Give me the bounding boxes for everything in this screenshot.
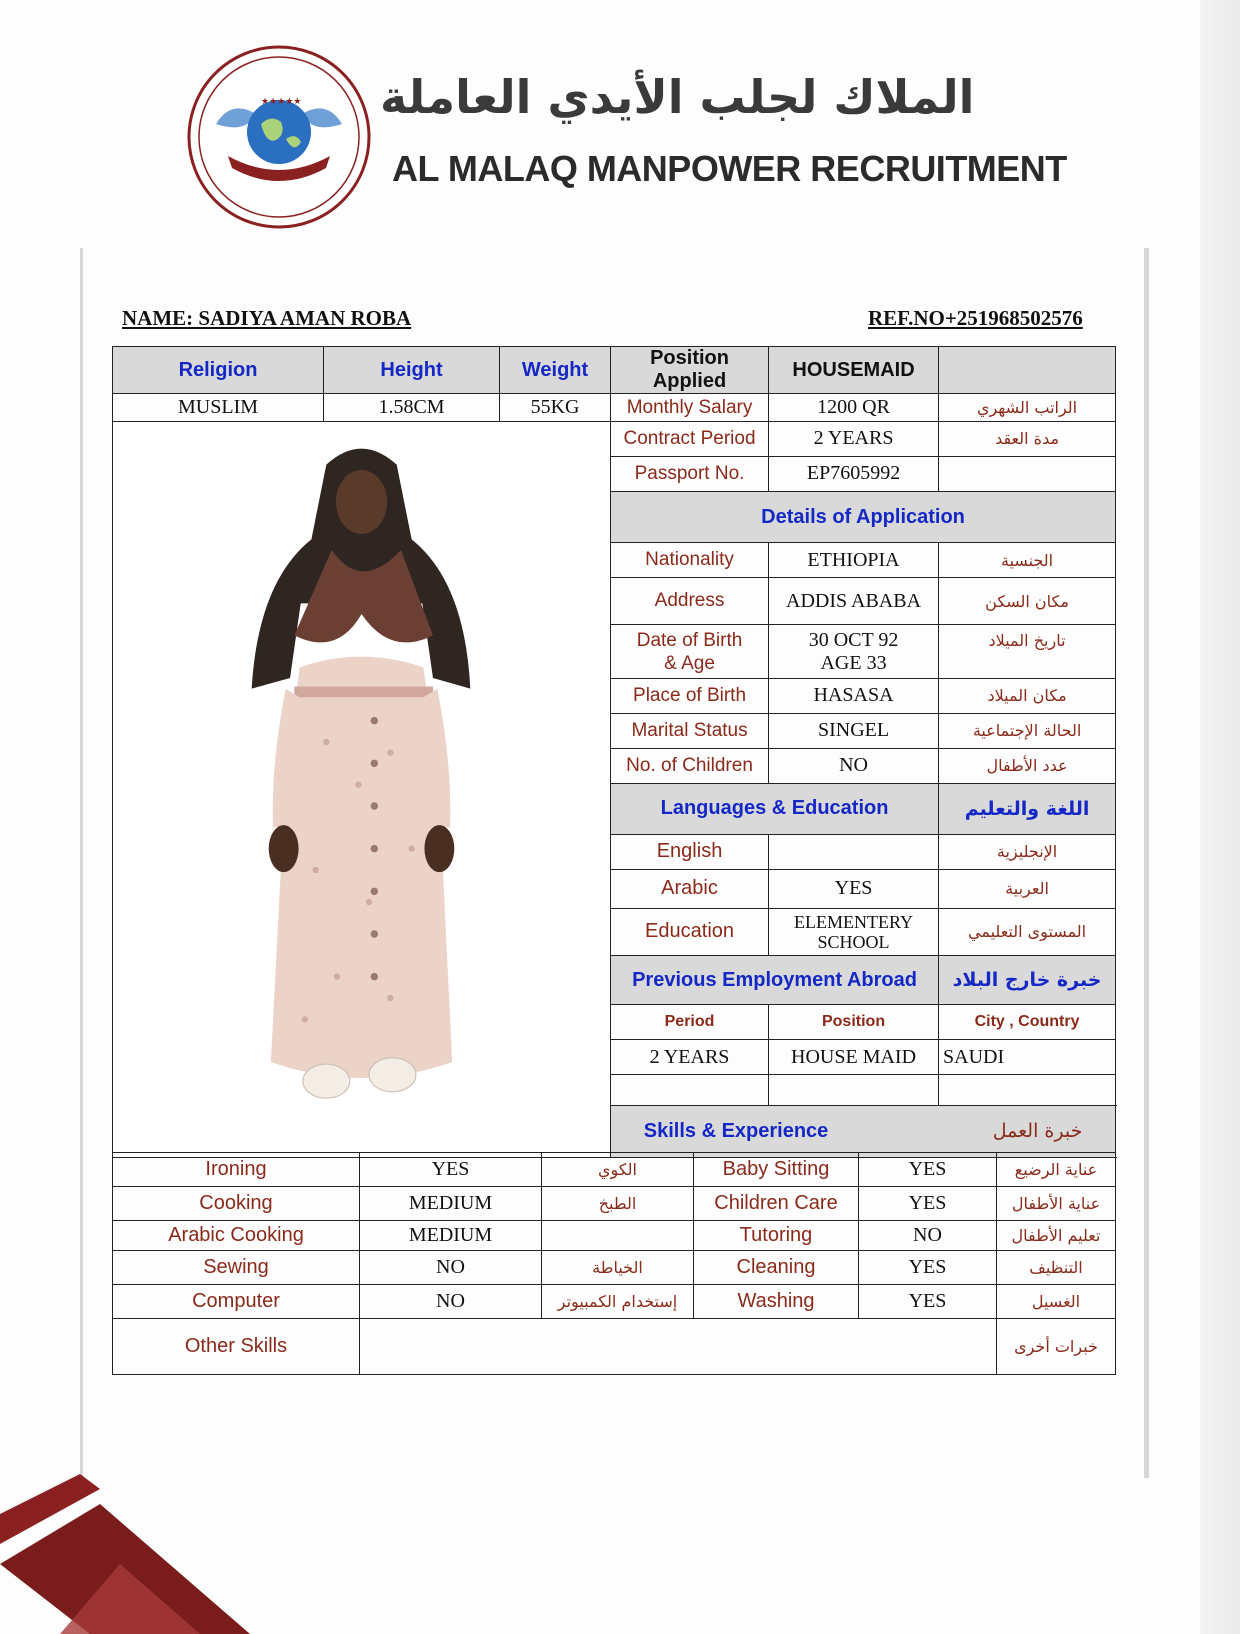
skill-left-value: MEDIUM bbox=[360, 1221, 542, 1251]
weight-value: 55KG bbox=[500, 394, 611, 422]
contract-period-label: Contract Period bbox=[611, 422, 769, 457]
skill-right-label: Washing bbox=[694, 1285, 859, 1319]
top-values-row bbox=[113, 394, 1116, 422]
salary-value: 1200 QR bbox=[769, 394, 939, 422]
reference-number: REF.NO+251968502576 bbox=[868, 306, 1083, 330]
frame-left-line bbox=[80, 248, 83, 1478]
skill-right-ar: عناية الرضيع bbox=[997, 1153, 1116, 1187]
arabic-label: Arabic bbox=[611, 869, 769, 908]
skill-right-label: Children Care bbox=[694, 1187, 859, 1221]
skill-right-ar: عناية الأطفال bbox=[997, 1187, 1116, 1221]
arabic-value: YES bbox=[769, 869, 939, 908]
other-skills-ar: خبرات أخرى bbox=[997, 1319, 1116, 1375]
skill-right-value: YES bbox=[859, 1153, 997, 1187]
nationality-label: Nationality bbox=[611, 543, 769, 578]
contract-row bbox=[113, 422, 1116, 457]
frame-right-line bbox=[1144, 248, 1149, 1478]
height-value: 1.58CM bbox=[324, 394, 500, 422]
skills-row bbox=[113, 1187, 1116, 1221]
salary-label: Monthly Salary bbox=[611, 394, 769, 422]
skills-row bbox=[113, 1285, 1116, 1319]
candidate-name: NAME: SADIYA AMAN ROBA bbox=[122, 306, 412, 330]
address-value: ADDIS ABABA bbox=[769, 578, 939, 625]
education-label: Education bbox=[611, 908, 769, 955]
education-value-line2: SCHOOL bbox=[817, 931, 890, 952]
skill-left-ar: إستخدام الكمبيوتر bbox=[542, 1285, 694, 1319]
skill-right-value: YES bbox=[859, 1187, 997, 1221]
skills-row bbox=[113, 1221, 1116, 1251]
dob-label bbox=[611, 625, 769, 678]
skill-left-ar: الخياطة bbox=[542, 1251, 694, 1285]
education-value bbox=[769, 908, 939, 955]
skill-right-value: NO bbox=[859, 1221, 997, 1251]
employment-title-ar: خبرة خارج البلاد bbox=[939, 956, 1116, 1005]
skill-right-ar: تعليم الأطفال bbox=[997, 1221, 1116, 1251]
other-skills-value bbox=[360, 1319, 997, 1375]
skills-title-ar: خبرة العمل bbox=[992, 1119, 1083, 1142]
skill-left-label: Sewing bbox=[113, 1251, 360, 1285]
skills-table bbox=[112, 1152, 1116, 1375]
education-label-ar: المستوى التعليمي bbox=[939, 908, 1116, 955]
skill-right-ar: الغسيل bbox=[997, 1285, 1116, 1319]
height-header: Height bbox=[324, 347, 500, 394]
children-label-ar: عدد الأطفال bbox=[939, 748, 1116, 783]
skill-left-ar: الكوي bbox=[542, 1153, 694, 1187]
skills-title: Skills & Experience bbox=[643, 1119, 829, 1142]
employment-title: Previous Employment Abroad bbox=[611, 956, 939, 1005]
page-edge-shadow bbox=[1200, 0, 1240, 1634]
dob-value-date: 30 OCT 92 bbox=[808, 628, 899, 651]
dob-value bbox=[769, 625, 939, 678]
languages-title-ar: اللغة والتعليم bbox=[939, 783, 1116, 834]
other-skills-row bbox=[113, 1319, 1116, 1375]
photo-cell bbox=[113, 422, 611, 1158]
dob-label-line2: & Age bbox=[664, 652, 715, 674]
skill-right-label: Tutoring bbox=[694, 1221, 859, 1251]
employment-position-value: HOUSE MAID bbox=[769, 1040, 939, 1075]
skill-left-label: Cooking bbox=[113, 1187, 360, 1221]
skill-left-value: MEDIUM bbox=[360, 1187, 542, 1221]
english-value bbox=[769, 834, 939, 869]
other-skills-label: Other Skills bbox=[113, 1319, 360, 1375]
employment-period-value: 2 YEARS bbox=[611, 1040, 769, 1075]
cv-table bbox=[112, 346, 1116, 1158]
passport-label: Passport No. bbox=[611, 456, 769, 491]
contract-period-value: 2 YEARS bbox=[769, 422, 939, 457]
employment-country-value: SAUDI bbox=[939, 1040, 1116, 1075]
skill-right-ar: التنظيف bbox=[997, 1251, 1116, 1285]
employment-position-header: Position bbox=[769, 1005, 939, 1040]
nationality-label-ar: الجنسية bbox=[939, 543, 1116, 578]
company-logo bbox=[186, 44, 372, 230]
decorative-corner bbox=[0, 1474, 260, 1634]
skill-left-label: Computer bbox=[113, 1285, 360, 1319]
religion-header: Religion bbox=[113, 347, 324, 394]
skill-left-value: NO bbox=[360, 1285, 542, 1319]
company-name-english: AL MALAQ MANPOWER RECRUITMENT bbox=[392, 148, 1067, 189]
skill-right-value: YES bbox=[859, 1285, 997, 1319]
empty-cell bbox=[769, 1075, 939, 1106]
skill-right-value: YES bbox=[859, 1251, 997, 1285]
address-label: Address bbox=[611, 578, 769, 625]
skill-left-value: NO bbox=[360, 1251, 542, 1285]
svg-text:★★★★★: ★★★★★ bbox=[261, 96, 302, 106]
skills-title-cell bbox=[611, 1106, 1116, 1157]
empty-cell bbox=[611, 1075, 769, 1106]
languages-title: Languages & Education bbox=[611, 783, 939, 834]
weight-header: Weight bbox=[500, 347, 611, 394]
skill-left-value: YES bbox=[360, 1153, 542, 1187]
passport-label-ar bbox=[939, 456, 1116, 491]
english-label-ar: الإنجليزية bbox=[939, 834, 1116, 869]
skill-left-ar bbox=[542, 1221, 694, 1251]
english-label: English bbox=[611, 834, 769, 869]
position-value: HOUSEMAID bbox=[769, 347, 939, 394]
marital-label: Marital Status bbox=[611, 713, 769, 748]
dob-label-ar: تاريخ الميلاد bbox=[939, 625, 1116, 678]
dob-value-age: AGE 33 bbox=[820, 651, 887, 674]
children-label: No. of Children bbox=[611, 748, 769, 783]
top-header-row bbox=[113, 347, 1116, 394]
employment-country-header: City , Country bbox=[939, 1005, 1116, 1040]
skill-right-label: Baby Sitting bbox=[694, 1153, 859, 1187]
education-value-line1: ELEMENTERY bbox=[794, 911, 914, 932]
marital-label-ar: الحالة الإجتماعية bbox=[939, 713, 1116, 748]
details-title: Details of Application bbox=[611, 491, 1116, 542]
company-name-arabic: الملاك لجلب الأيدي العاملة bbox=[380, 70, 975, 124]
skills-row bbox=[113, 1153, 1116, 1187]
employment-period-header: Period bbox=[611, 1005, 769, 1040]
birthplace-label: Place of Birth bbox=[611, 678, 769, 713]
religion-value: MUSLIM bbox=[113, 394, 324, 422]
skill-left-label: Arabic Cooking bbox=[113, 1221, 360, 1251]
skill-left-label: Ironing bbox=[113, 1153, 360, 1187]
skills-row bbox=[113, 1251, 1116, 1285]
nationality-value: ETHIOPIA bbox=[769, 543, 939, 578]
salary-label-ar: الراتب الشهري bbox=[939, 394, 1116, 422]
contract-period-label-ar: مدة العقد bbox=[939, 422, 1116, 457]
position-empty-cell bbox=[939, 347, 1116, 394]
marital-value: SINGEL bbox=[769, 713, 939, 748]
children-value: NO bbox=[769, 748, 939, 783]
birthplace-label-ar: مكان الميلاد bbox=[939, 678, 1116, 713]
arabic-label-ar: العربية bbox=[939, 869, 1116, 908]
skill-right-label: Cleaning bbox=[694, 1251, 859, 1285]
skill-left-ar: الطبخ bbox=[542, 1187, 694, 1221]
dob-label-line1: Date of Birth bbox=[636, 629, 743, 651]
birthplace-value: HASASA bbox=[769, 678, 939, 713]
candidate-photo bbox=[113, 422, 610, 1152]
position-applied-header: Position Applied bbox=[611, 347, 769, 394]
address-label-ar: مكان السكن bbox=[939, 578, 1116, 625]
empty-cell bbox=[939, 1075, 1116, 1106]
passport-value: EP7605992 bbox=[769, 456, 939, 491]
